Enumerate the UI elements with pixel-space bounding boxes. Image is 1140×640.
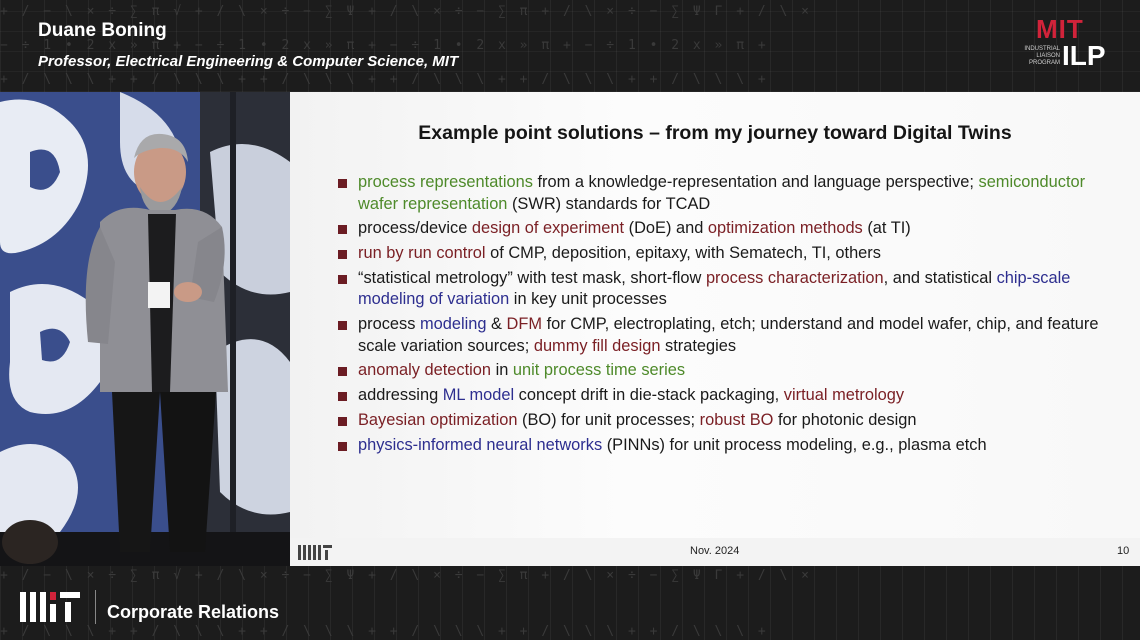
- logo-divider: [95, 590, 96, 624]
- speaker-name: Duane Boning: [38, 20, 167, 41]
- bullet-list: [338, 172, 1118, 460]
- decorative-glyphs: + / \ \ \ + + / \ \ \ + + / \ \ \ + + / \ \ \ + + / \ \ \ + + / \ \ \ +: [0, 624, 769, 639]
- highlighted-term: anomaly detection: [358, 361, 492, 380]
- bullet-text: “statistical metrology” with test mask, short-flow: [358, 268, 706, 287]
- bullet-text: process/device: [358, 219, 472, 238]
- square-bullet-icon: [338, 225, 347, 234]
- highlighted-term: virtual metrology: [783, 386, 905, 405]
- square-bullet-icon: [338, 179, 347, 188]
- bullet-text: addressing: [358, 386, 443, 405]
- bullet-text: process: [358, 315, 420, 334]
- bullet-item: [338, 360, 1118, 382]
- highlighted-term: modeling: [419, 315, 487, 334]
- bullet-text: for photonic design: [773, 411, 917, 430]
- bullet-text: , and statistical: [883, 268, 997, 287]
- square-bullet-icon: [338, 250, 347, 259]
- slide-page-number: 10: [1117, 545, 1130, 557]
- bullet-item: [338, 243, 1118, 265]
- mit-logo-icon: [298, 545, 332, 560]
- ilp-logo-subtitle: INDUSTRIAL LIAISON PROGRAM: [1024, 46, 1060, 66]
- mit-logo-icon: [20, 592, 80, 622]
- highlighted-term: run by run control: [358, 244, 486, 263]
- highlighted-term: robust BO: [699, 411, 774, 430]
- bullet-text: (SWR) standards for TCAD: [507, 194, 711, 213]
- bullet-text: from a knowledge-representation and language perspective;: [532, 173, 979, 191]
- highlighted-term: process characterization: [705, 268, 884, 287]
- ilp-logo-letters: ILP: [1062, 40, 1106, 71]
- bullet-text: in: [491, 361, 513, 380]
- highlighted-term: design of experiment: [471, 219, 625, 238]
- bullet-text: concept drift in die-stack packaging,: [514, 386, 784, 405]
- bullet-item: [338, 268, 1118, 311]
- bullet-text: &: [486, 315, 507, 334]
- highlighted-term: chip-scale modeling of variation: [358, 268, 1071, 309]
- mit-ilp-logo: [1016, 14, 1116, 72]
- decorative-glyphs: + / − \ × ÷ ∑ π √ + / \ × ÷ − ∑ Ψ + / \ × ÷ − ∑ π + / \ × ÷ − ∑ Ψ Γ + / \ ×: [0, 568, 812, 583]
- bullet-text: (DoE) and: [624, 219, 708, 238]
- square-bullet-icon: [338, 417, 347, 426]
- highlighted-term: optimization methods: [707, 219, 863, 238]
- highlighted-term: dummy fill design: [533, 336, 661, 355]
- square-bullet-icon: [338, 367, 347, 376]
- speaker-title: Professor, Electrical Engineering & Computer Science, MIT: [38, 53, 459, 70]
- ilp-logo-mit: MIT: [1036, 14, 1084, 44]
- bullet-text: (at TI): [862, 219, 911, 238]
- bullet-item: [338, 314, 1118, 357]
- decorative-glyphs: − ÷ 1 • 2 x » π + − ÷ 1 • 2 x » π + − ÷ 1 • 2 x » π + − ÷ 1 • 2 x » π +: [0, 38, 769, 53]
- slide-body: [290, 92, 1140, 538]
- slide-date: Nov. 2024: [690, 545, 740, 557]
- square-bullet-icon: [338, 442, 347, 451]
- slide-footer: [290, 538, 1140, 566]
- highlighted-term: unit process time series: [512, 361, 686, 380]
- speaker-video: [0, 92, 290, 566]
- bullet-text: strategies: [660, 336, 737, 355]
- highlighted-term: ML model: [442, 386, 515, 405]
- speaker-banner: [0, 0, 1140, 92]
- highlighted-term: process representations: [358, 173, 533, 191]
- highlighted-term: DFM: [506, 315, 543, 334]
- bullet-item: [338, 218, 1118, 240]
- bullet-item: [338, 172, 1118, 215]
- bullet-text: in key unit processes: [509, 290, 667, 309]
- speaker-photo: [0, 92, 290, 566]
- square-bullet-icon: [338, 321, 347, 330]
- highlighted-term: semiconductor wafer representation: [358, 173, 1086, 213]
- bullet-item: [338, 435, 1118, 457]
- bullet-item: [338, 410, 1118, 432]
- square-bullet-icon: [338, 392, 347, 401]
- decorative-glyphs: + / − \ × ÷ ∑ π √ + / \ × ÷ − ∑ Ψ + / \ × ÷ − ∑ π + / \ × ÷ − ∑ Ψ Γ + / \ ×: [0, 4, 812, 19]
- corporate-relations-banner: [0, 566, 1140, 640]
- bullet-text: of CMP, deposition, epitaxy, with Sematech, TI, others: [485, 244, 881, 263]
- highlighted-term: Bayesian optimization: [358, 411, 518, 430]
- bullet-text: for CMP, electroplating, etch; understand and model wafer, chip, and feature scale variation sources;: [358, 315, 1099, 355]
- bullet-item: [338, 385, 1118, 407]
- bullet-text: (BO) for unit processes;: [517, 411, 700, 430]
- square-bullet-icon: [338, 275, 347, 284]
- highlighted-term: physics-informed neural networks: [358, 435, 603, 454]
- decorative-glyphs: + / \ \ \ + + / \ \ \ + + / \ \ \ + + / \ \ \ + + / \ \ \ + + / \ \ \ +: [0, 72, 769, 87]
- corporate-relations-label: Corporate Relations: [107, 602, 280, 622]
- bullet-text: (PINNs) for unit process modeling, e.g., plasma etch: [602, 435, 987, 454]
- presentation-slide: [290, 92, 1140, 566]
- slide-title: Example point solutions – from my journey toward Digital Twins: [418, 122, 1012, 144]
